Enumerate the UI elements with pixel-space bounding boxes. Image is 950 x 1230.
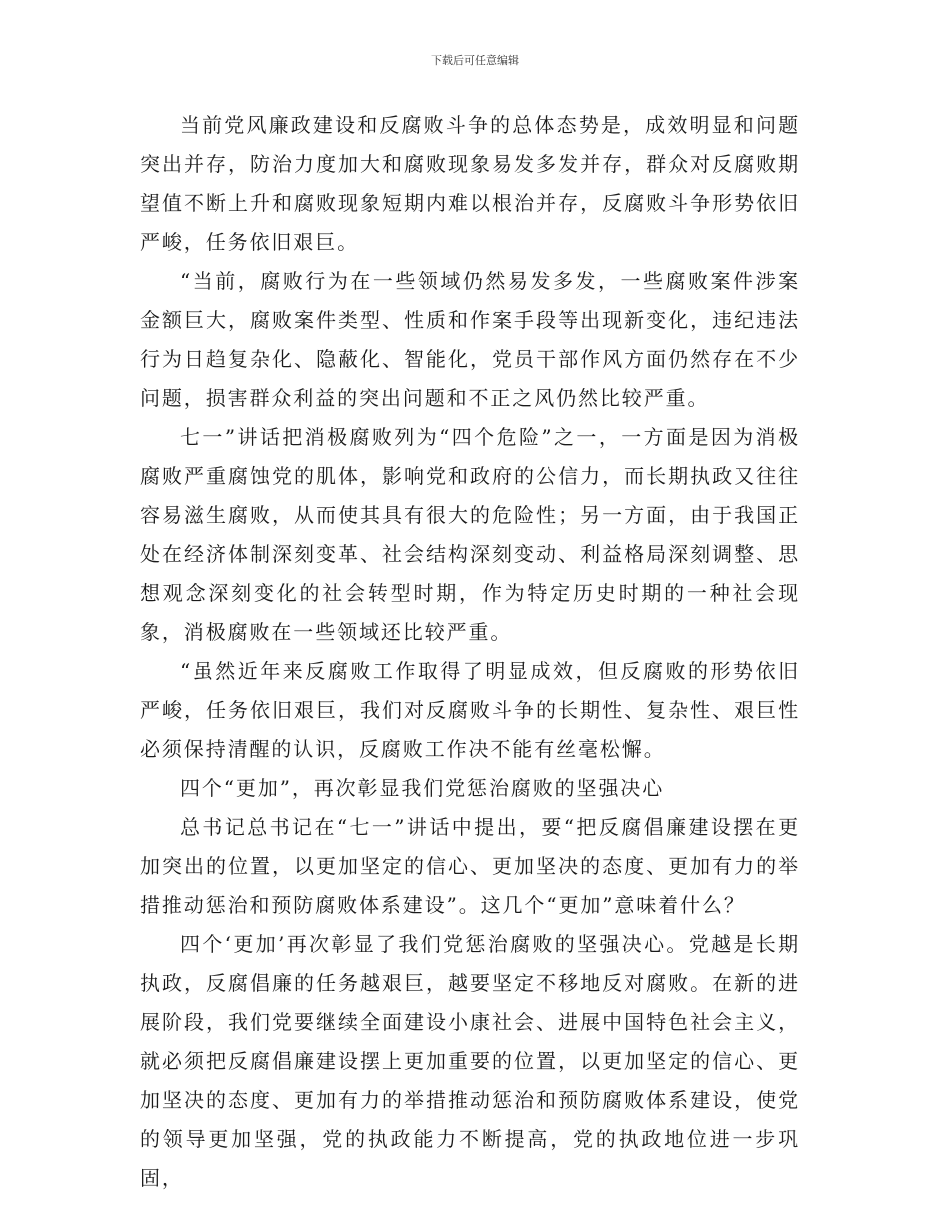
paragraph-5: 总书记总书记在“七一”讲话中提出，要“把反腐倡廉建设摆在更加突出的位置，以更加坚定的信心、更加坚决的态度、更加有力的举措推动惩治和预防腐败体系建设”。这几个“更加”意味着什么？ [140, 815, 800, 917]
section-heading: 四个“更加”，再次彰显我们党惩治腐败的坚强决心 [180, 776, 665, 800]
paragraph-6: 四个‘更加’再次彰显了我们党惩治腐败的坚强决心。党越是长期执政，反腐倡廉的任务越艰巨，越要坚定不移地反对腐败。在新的进展阶段，我们党要继续全面建设小康社会、进展中国特色社会主义，就必须把反腐倡廉建设摆上更加重要的位置，以更加坚定的信心、更加坚决的态度、更加有力的举措推动惩治和预防腐败体系建设，使党的领导更加坚强，党的执政能力不断提高，党的执政地位进一步巩固， [140, 932, 800, 1190]
paragraph-2: “当前，腐败行为在一些领域仍然易发多发，一些腐败案件涉案金额巨大，腐败案件类型、性质和作案手段等出现新变化，违纪违法行为日趋复杂化、隐蔽化、智能化，党员干部作风方面仍然存在不少问题，损害群众利益的突出问题和不正之风仍然比较严重。 [140, 269, 800, 410]
paragraph-4: “虽然近年来反腐败工作取得了明显成效，但反腐败的形势依旧严峻，任务依旧艰巨，我们对反腐败斗争的长期性、复杂性、艰巨性必须保持清醒的认识，反腐败工作决不能有丝毫松懈。 [140, 659, 800, 761]
document-body [140, 106, 800, 1198]
paragraph-1: 当前党风廉政建设和反腐败斗争的总体态势是，成效明显和问题突出并存，防治力度加大和腐败现象易发多发并存，群众对反腐败期望值不断上升和腐败现象短期内难以根治并存，反腐败斗争形势依旧严峻，任务依旧艰巨。 [140, 113, 800, 254]
page-header: 下载后可任意编辑 [431, 54, 519, 67]
paragraph-3: 七一”讲话把消极腐败列为“四个危险”之一，一方面是因为消极腐败严重腐蚀党的肌体，影响党和政府的公信力，而长期执政又往往容易滋生腐败，从而使其具有很大的危险性；另一方面，由于我国正处在经济体制深刻变革、社会结构深刻变动、利益格局深刻调整、思想观念深刻变化的社会转型时期，作为特定历史时期的一种社会现象，消极腐败在一些领域还比较严重。 [140, 425, 800, 644]
